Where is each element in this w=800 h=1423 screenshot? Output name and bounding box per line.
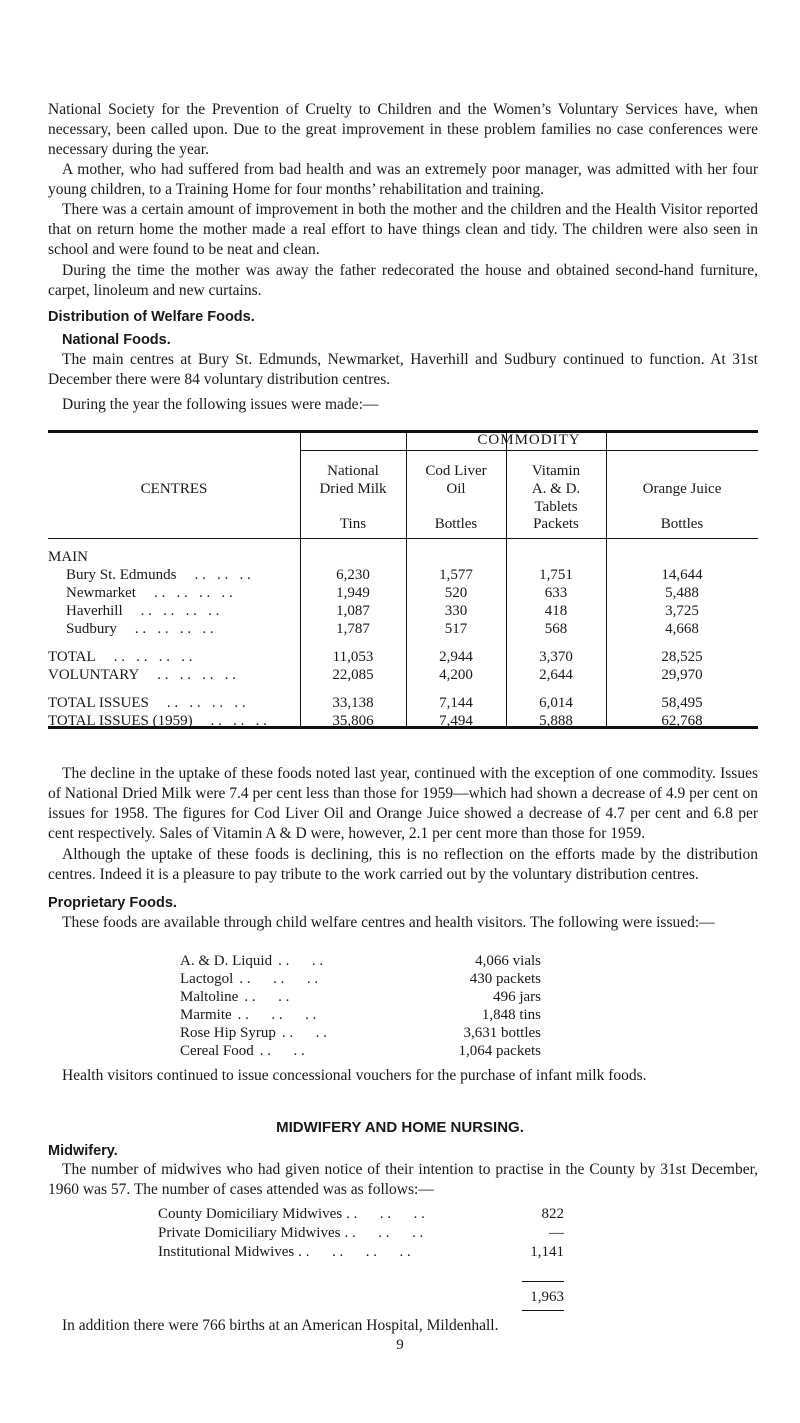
col-unit-orange: Bottles xyxy=(660,516,704,532)
table-cell: 35,806 xyxy=(332,713,374,729)
table-cell: 3,725 xyxy=(665,603,699,619)
leader-dots: . . . . xyxy=(281,1025,327,1041)
item-quantity: 496 jars xyxy=(493,989,541,1005)
paragraph-father-redecorated: During the time the mother was away the father redecorated the house and obtained second-hand furniture, carpet, linoleum and new curtains. xyxy=(48,262,758,299)
table-cell: 14,644 xyxy=(661,567,703,583)
table-cell: 6,230 xyxy=(336,567,370,583)
table-cell: 5,888 xyxy=(539,713,573,729)
leader-dots: . . . . . . xyxy=(237,1007,317,1023)
table-cell: 6,014 xyxy=(539,695,573,711)
category-name: County Domiciliary Midwives xyxy=(158,1206,343,1222)
item-quantity: 3,631 bottles xyxy=(463,1025,541,1041)
leader-dots: . . . . . . xyxy=(344,1225,424,1241)
leader-dots: . . . . . . . . xyxy=(140,603,220,619)
paragraph-decline: The decline in the uptake of these foods noted last year, continued with the exception of one commodity. Issues of National Dried Milk were 7.4 per cent less than those for 1959—which had shown a decrease of 4.9 per cent on issues for 1958. The figures for Cod Liver Oil and Orange Juice showed a decrease of 4.7 per cent and 6.8 per cent respectively. Sales of Vitamin A & D were, however, 2.1 per cent more than those for 1959. xyxy=(48,765,758,842)
row-label: VOLUNTARY xyxy=(48,667,140,683)
row-label: TOTAL ISSUES (1959) xyxy=(48,713,193,729)
sum-rule-bottom xyxy=(522,1310,564,1311)
col-header-vit-line2: A. & D. xyxy=(531,481,581,497)
table-cell: 11,053 xyxy=(332,649,374,665)
item-name: A. & D. Liquid xyxy=(180,953,273,969)
proprietary-item xyxy=(180,970,318,989)
leader-dots: . . . . xyxy=(244,989,290,1005)
item-name: Cereal Food xyxy=(180,1043,254,1059)
table-cell: 7,144 xyxy=(439,695,473,711)
header-rule xyxy=(48,538,758,539)
proprietary-item xyxy=(180,952,323,971)
table-cell: 4,668 xyxy=(665,621,699,637)
table-cell: 2,944 xyxy=(439,649,473,665)
leader-dots: . . . . . . . . xyxy=(166,695,246,711)
item-name: Maltoline xyxy=(180,989,239,1005)
page-number: 9 xyxy=(396,1337,404,1353)
item-quantity: 1,064 packets xyxy=(458,1043,541,1059)
paragraph-improvement: There was a certain amount of improvement in both the mother and the children and the Health Visitor reported that on return home the mother made a real effort to have things clean and tidy. The children were also seen in school and were found to be neat and clean. xyxy=(48,201,758,258)
row-label: TOTAL xyxy=(48,649,96,665)
leader-dots: . . . . . . . . xyxy=(157,667,237,683)
paragraph-proprietary-intro: These foods are available through child welfare centres and health visitors. The following were issued:— xyxy=(62,914,715,931)
table-row-name xyxy=(66,602,219,621)
proprietary-item xyxy=(180,1024,327,1043)
table-cell: 568 xyxy=(544,621,568,637)
table-cell: 29,970 xyxy=(661,667,703,683)
col-header-milk-line1: National xyxy=(327,463,379,479)
commodity-underline xyxy=(300,450,758,451)
row-label: Haverhill xyxy=(66,603,123,619)
sum-rule-top xyxy=(522,1281,564,1282)
welfare-foods-heading: Distribution of Welfare Foods. xyxy=(48,309,255,325)
category-value: 822 xyxy=(541,1206,564,1222)
table-row-name xyxy=(48,712,267,731)
midwifery-title: MIDWIFERY AND HOME NURSING. xyxy=(276,1119,524,1136)
item-name: Lactogol xyxy=(180,971,234,987)
paragraph-issues-intro: During the year the following issues were made:— xyxy=(62,396,379,413)
commodity-label: COMMODITY xyxy=(477,432,581,448)
leader-dots: . . . . . . xyxy=(194,567,251,583)
proprietary-item xyxy=(180,988,289,1007)
col-header-cod-line1: Cod Liver xyxy=(425,463,487,479)
leader-dots: . . . . . . . . xyxy=(298,1244,411,1260)
midwife-category xyxy=(158,1243,411,1262)
proprietary-item xyxy=(180,1006,316,1025)
table-cell: 7,494 xyxy=(439,713,473,729)
table-row-name xyxy=(66,566,251,585)
main-label: MAIN xyxy=(48,549,88,565)
table-cell: 1,751 xyxy=(539,567,573,583)
midwives-total: 1,963 xyxy=(530,1289,564,1305)
col-header-vit-line1: Vitamin xyxy=(531,463,581,479)
table-cell: 62,768 xyxy=(661,713,703,729)
leader-dots: . . . . . . . . xyxy=(153,585,233,601)
category-name: Private Domiciliary Midwives xyxy=(158,1225,341,1241)
col-unit-vit: Packets xyxy=(533,516,579,532)
category-name: Institutional Midwives xyxy=(158,1244,295,1260)
table-cell: 3,370 xyxy=(539,649,573,665)
centres-label: CENTRES xyxy=(140,481,208,497)
proprietary-item xyxy=(180,1042,305,1061)
leader-dots: . . . . . . xyxy=(210,713,267,729)
col-header-orange: Orange Juice xyxy=(642,481,722,497)
row-label: Sudbury xyxy=(66,621,117,637)
leader-dots: . . . . . . . . xyxy=(134,621,214,637)
table-cell: 4,200 xyxy=(439,667,473,683)
midwifery-heading: Midwifery. xyxy=(48,1143,118,1159)
table-cell: 5,488 xyxy=(665,585,699,601)
table-row-name xyxy=(66,620,214,639)
table-cell: 1,577 xyxy=(439,567,473,583)
paragraph-mother-admitted: A mother, who had suffered from bad health and was an extremely poor manager, was admitted with her four young children, to a Training Home for four months’ rehabilitation and training. xyxy=(48,161,758,198)
table-cell: 22,085 xyxy=(332,667,374,683)
item-quantity: 4,066 vials xyxy=(475,953,541,969)
national-foods-heading: National Foods. xyxy=(62,332,171,348)
table-cell: 28,525 xyxy=(661,649,703,665)
midwife-category xyxy=(158,1205,425,1224)
paragraph-vouchers: Health visitors continued to issue concessional vouchers for the purchase of infant milk foods. xyxy=(62,1067,647,1084)
category-value: — xyxy=(549,1225,564,1241)
table-row-name xyxy=(48,648,192,667)
row-label: Newmarket xyxy=(66,585,136,601)
leader-dots: . . . . . . . . xyxy=(113,649,193,665)
col-header-cod-line2: Oil xyxy=(446,481,466,497)
table-row-name xyxy=(48,694,246,713)
table-cell: 2,644 xyxy=(539,667,573,683)
item-quantity: 1,848 tins xyxy=(481,1007,541,1023)
midwife-category xyxy=(158,1224,423,1243)
item-quantity: 430 packets xyxy=(469,971,541,987)
paragraph-tribute: Although the uptake of these foods is declining, this is no reflection on the efforts made by the distribution centres. Indeed it is a pleasure to pay tribute to the work carried out by the voluntary distribution centres. xyxy=(48,846,758,883)
table-cell: 33,138 xyxy=(332,695,374,711)
table-cell: 1,087 xyxy=(336,603,370,619)
leader-dots: . . . . xyxy=(259,1043,305,1059)
col-unit-milk: Tins xyxy=(339,516,367,532)
table-cell: 1,949 xyxy=(336,585,370,601)
table-row-name xyxy=(48,666,236,685)
leader-dots: . . . . . . xyxy=(346,1206,425,1222)
paragraph-nspcc: National Society for the Prevention of Cruelty to Children and the Women’s Voluntary Services have, when necessary, been called upon. Due to the great improvement in these problem families no case conferences were necessary during the year. xyxy=(48,101,758,158)
table-cell: 58,495 xyxy=(661,695,703,711)
table-cell: 517 xyxy=(444,621,468,637)
item-name: Marmite xyxy=(180,1007,232,1023)
row-label: TOTAL ISSUES xyxy=(48,695,149,711)
welfare-foods-table xyxy=(48,430,758,730)
proprietary-foods-heading: Proprietary Foods. xyxy=(48,895,177,911)
paragraph-american-hospital: In addition there were 766 births at an American Hospital, Mildenhall. xyxy=(62,1317,499,1334)
table-row-name xyxy=(66,584,233,603)
category-value: 1,141 xyxy=(530,1244,564,1260)
leader-dots: . . . . xyxy=(278,953,324,969)
item-name: Rose Hip Syrup xyxy=(180,1025,276,1041)
col-header-milk-line2: Dried Milk xyxy=(319,481,387,497)
table-cell: 520 xyxy=(444,585,468,601)
table-cell: 633 xyxy=(544,585,568,601)
table-cell: 330 xyxy=(444,603,468,619)
table-cell: 1,787 xyxy=(336,621,370,637)
paragraph-main-centres: The main centres at Bury St. Edmunds, Newmarket, Haverhill and Sudbury continued to function. At 31st December there were 84 voluntary distribution centres. xyxy=(48,351,758,388)
table-cell: 418 xyxy=(544,603,568,619)
row-label: Bury St. Edmunds xyxy=(66,567,177,583)
col-header-vit-line3: Tablets xyxy=(534,499,578,515)
paragraph-midwives: The number of midwives who had given notice of their intention to practise in the County by 31st December, 1960 was 57. The number of cases attended was as follows:— xyxy=(48,1161,758,1198)
col-unit-cod: Bottles xyxy=(434,516,478,532)
leader-dots: . . . . . . xyxy=(239,971,319,987)
